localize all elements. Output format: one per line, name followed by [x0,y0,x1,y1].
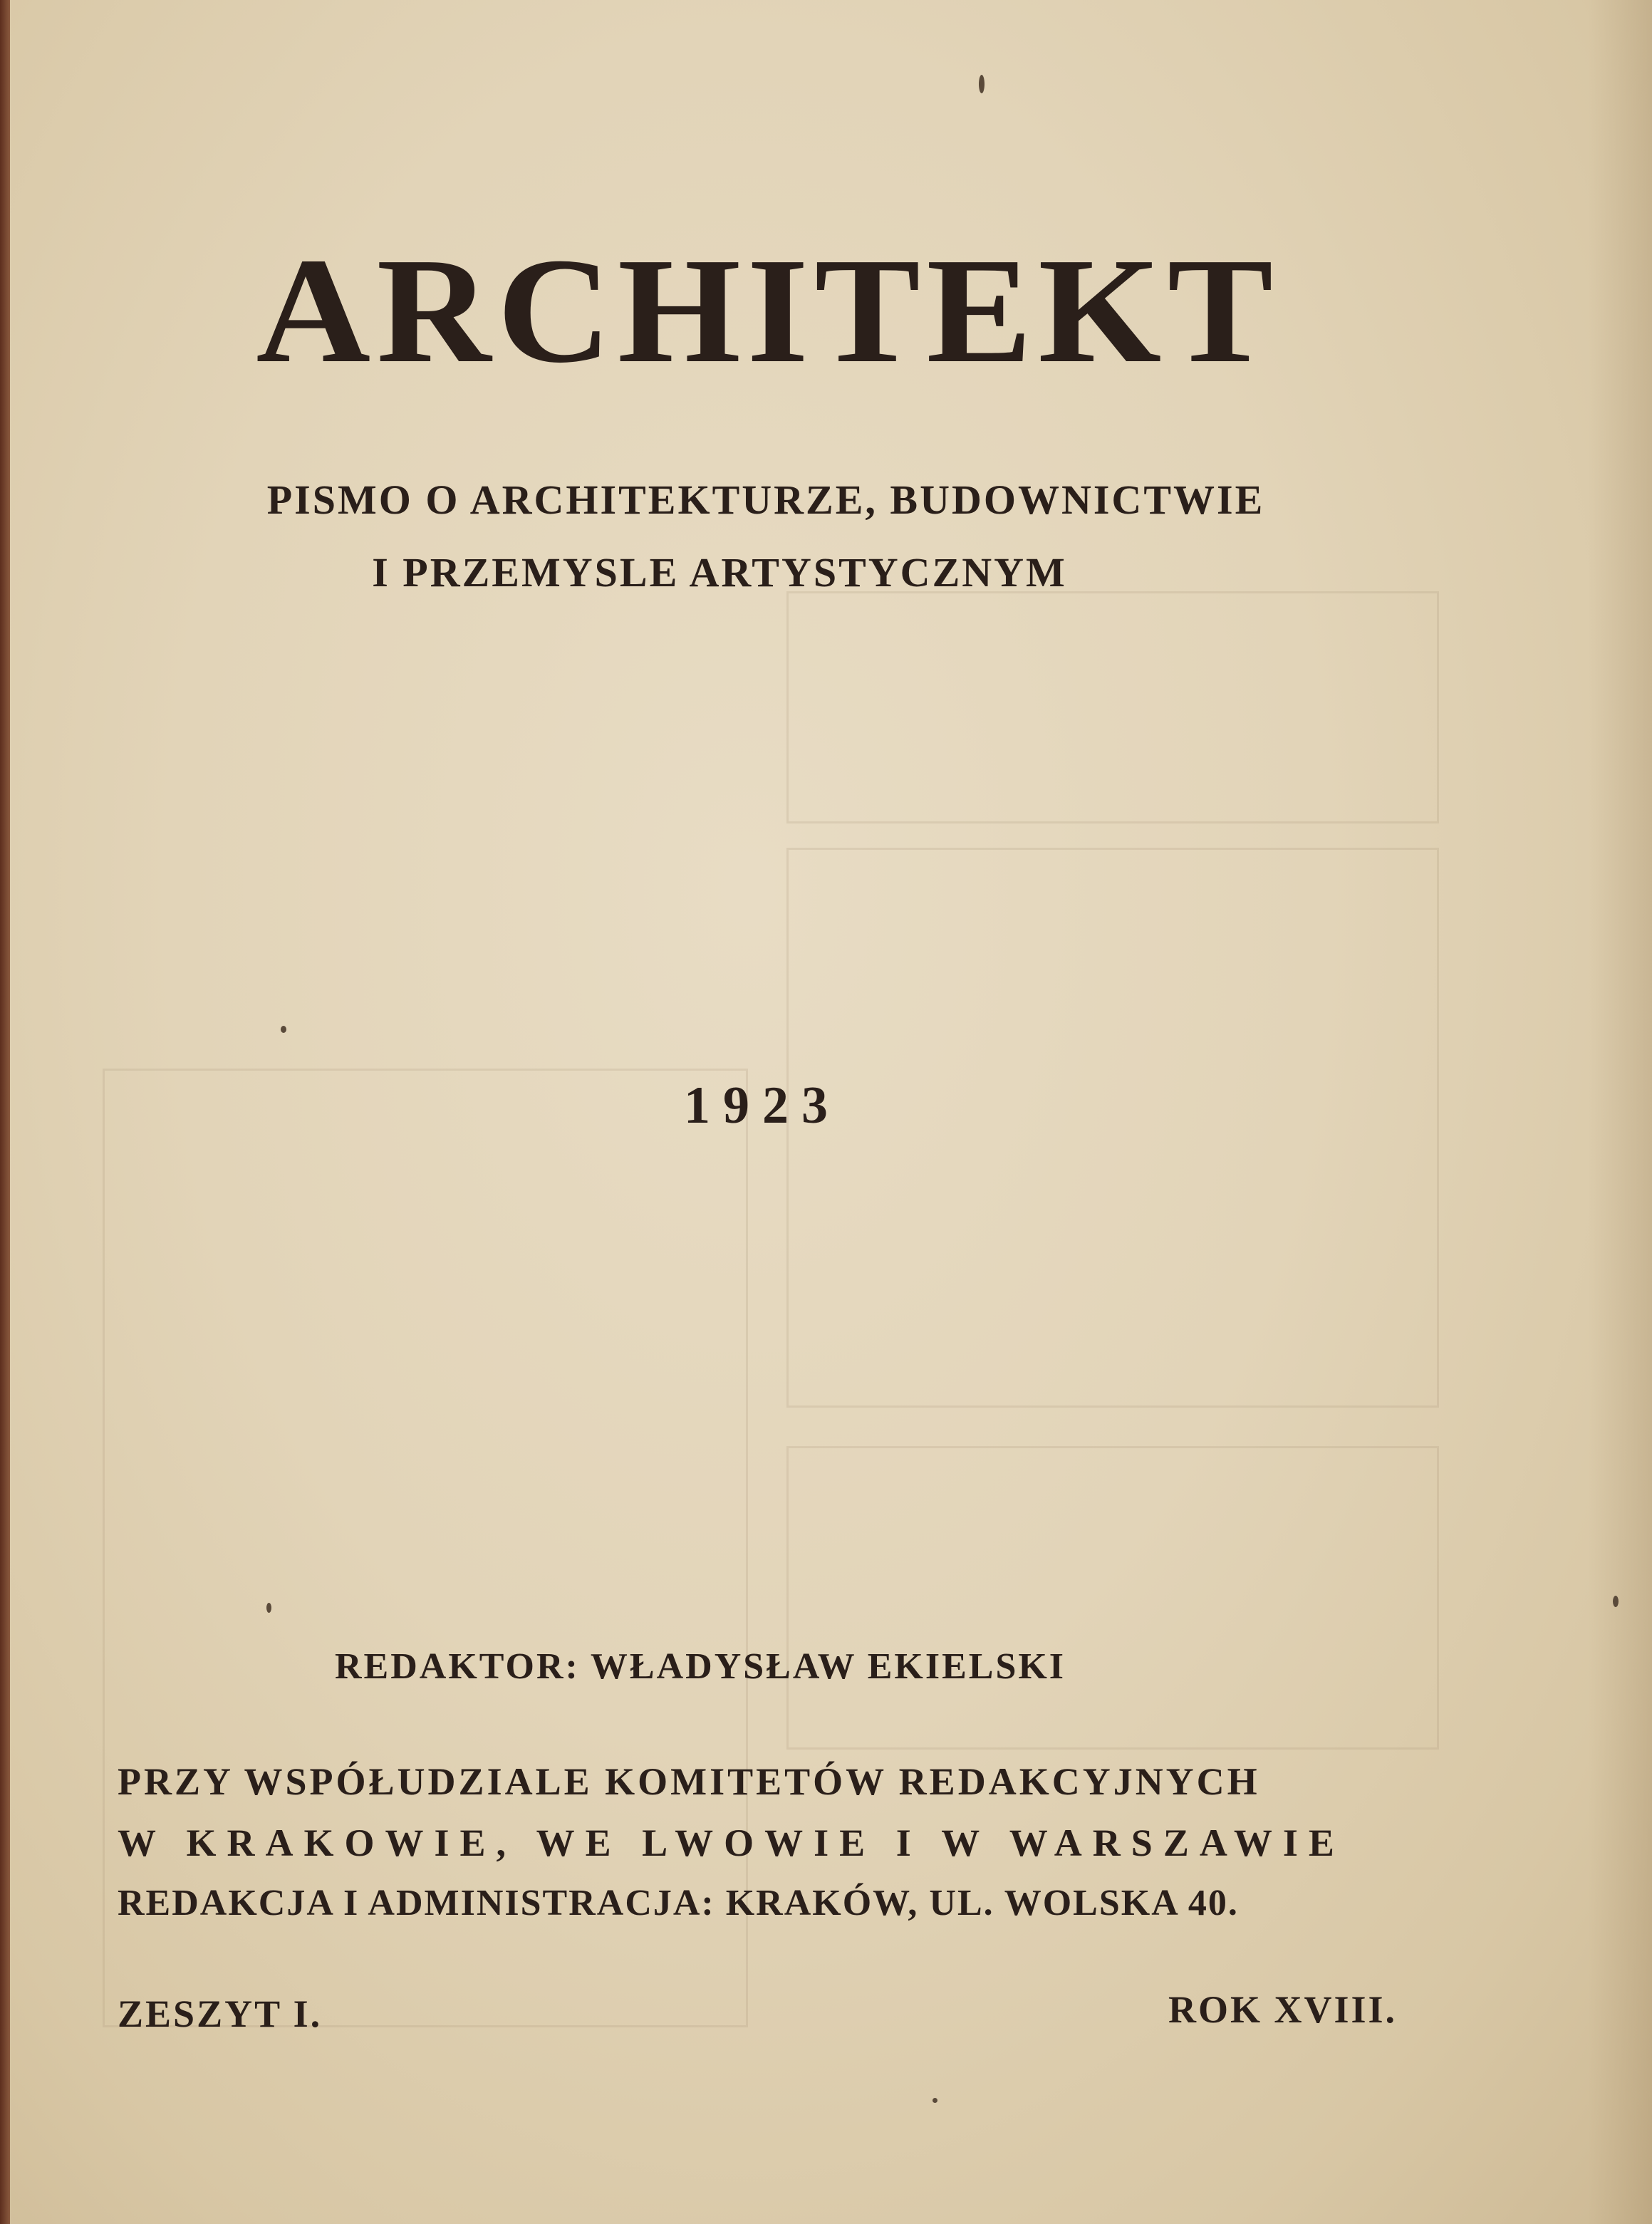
page-shadow [1588,0,1652,2224]
binding-edge [0,0,10,2224]
paper-speck [979,75,985,93]
publisher-line-2: W KRAKOWIE, WE LWOWIE I W WARSZAWIE [118,1822,1345,1864]
publisher-line-3: REDAKCJA I ADMINISTRACJA: KRAKÓW, UL. WOLSKA 40. [118,1883,1239,1923]
show-through-mark [786,848,1439,1408]
publication-year: 1923 [684,1076,841,1135]
paper-speck [281,1026,286,1033]
volume-year: ROK XVIII. [1168,1988,1398,2031]
masthead-subtitle-line-2: I PRZEMYSLE ARTYSTYCZNYM [372,549,1067,596]
paper-speck [933,2098,937,2103]
show-through-mark [786,1446,1439,1750]
show-through-mark [786,591,1439,823]
masthead-title: ARCHITEKT [256,227,1279,394]
issue-number: ZESZYT I. [118,1992,323,2035]
paper-speck [1613,1596,1619,1607]
paper-speck [266,1603,271,1613]
publisher-line-1: PRZY WSPÓŁUDZIALE KOMITETÓW REDAKCYJNYCH [118,1760,1260,1803]
editor-credit: REDAKTOR: WŁADYSŁAW EKIELSKI [335,1646,1066,1687]
masthead-subtitle-line-1: PISMO O ARCHITEKTURZE, BUDOWNICTWIE [266,477,1265,523]
